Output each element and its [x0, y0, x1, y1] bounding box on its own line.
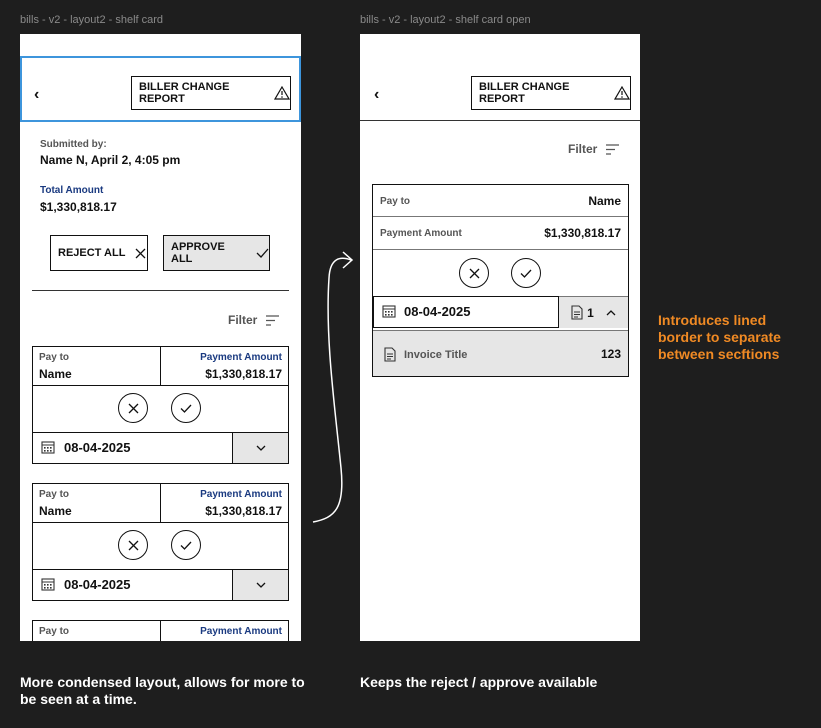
document-icon: [571, 305, 583, 320]
approve-button[interactable]: [171, 393, 201, 423]
pay-to-label: Pay to: [39, 626, 70, 637]
pay-to-value: Name: [39, 504, 72, 518]
approve-all-label: APPROVE ALL: [171, 241, 225, 265]
flow-arrow: [305, 248, 365, 528]
card-divider: [160, 484, 161, 522]
warning-icon: [274, 86, 290, 100]
calendar-icon: [41, 440, 55, 454]
card-divider: [373, 249, 628, 250]
payment-amount-label: Payment Amount: [200, 489, 282, 500]
approve-button[interactable]: [171, 530, 201, 560]
biller-change-report-button[interactable]: [471, 76, 631, 110]
document-icon: [384, 347, 396, 362]
approve-button[interactable]: [511, 258, 541, 288]
payment-card-open[interactable]: [372, 184, 629, 377]
close-icon: [128, 540, 139, 551]
payment-card[interactable]: [32, 346, 289, 464]
pay-to-label: Pay to: [39, 489, 70, 500]
filter-icon[interactable]: [605, 144, 620, 155]
pay-to-label: Pay to: [380, 196, 411, 207]
caption-left: More condensed layout, allows for more to be seen at a time.: [20, 674, 305, 707]
reject-button[interactable]: [459, 258, 489, 288]
payment-amount-value: $1,330,818.17: [205, 504, 282, 518]
close-icon: [135, 248, 146, 259]
header-divider: [360, 120, 640, 121]
invoice-title: Invoice Title: [404, 349, 468, 361]
documents-toggle[interactable]: [559, 297, 628, 328]
card-divider: [160, 621, 161, 641]
submitted-by-value: Name N, April 2, 4:05 pm: [40, 153, 181, 167]
payment-card[interactable]: [32, 483, 289, 601]
annotation-lined-border: Introduces lined border to separate between secftions: [658, 312, 781, 362]
biller-change-report-button[interactable]: [131, 76, 291, 110]
filter-icon[interactable]: [265, 315, 280, 326]
total-amount-label: Total Amount: [40, 185, 104, 196]
report-button-label: BILLER CHANGE REPORT: [139, 81, 230, 105]
expand-toggle[interactable]: [232, 570, 288, 600]
pay-to-value: Name: [588, 194, 621, 208]
calendar-icon: [41, 577, 55, 591]
total-amount-value: $1,330,818.17: [40, 200, 117, 214]
date-value: 08-04-2025: [64, 440, 131, 455]
card-divider: [33, 522, 288, 523]
check-icon: [256, 248, 269, 258]
check-icon: [520, 269, 532, 278]
close-icon: [469, 268, 480, 279]
submitted-by-label: Submitted by:: [40, 139, 107, 150]
close-icon: [128, 403, 139, 414]
pay-to-label: Pay to: [39, 352, 70, 363]
report-button-label: BILLER CHANGE REPORT: [479, 81, 570, 105]
payment-amount-label: Payment Amount: [200, 626, 282, 637]
payment-amount-value: $1,330,818.17: [544, 226, 621, 240]
payment-amount-value: $1,330,818.17: [205, 367, 282, 381]
card-divider: [33, 385, 288, 386]
reject-all-button[interactable]: [50, 235, 148, 271]
chevron-down-icon: [256, 445, 266, 451]
payment-amount-label: Payment Amount: [200, 352, 282, 363]
left-frame: [20, 34, 301, 641]
pay-to-value: Name: [39, 367, 72, 381]
date-value: 08-04-2025: [64, 577, 131, 592]
caption-right: Keeps the reject / approve available: [360, 674, 598, 690]
card-divider: [160, 347, 161, 385]
divider: [32, 290, 289, 291]
back-button[interactable]: ‹: [374, 86, 380, 103]
expand-toggle[interactable]: [232, 433, 288, 463]
approve-all-button[interactable]: [163, 235, 270, 271]
payment-card[interactable]: [32, 620, 289, 641]
frame-label-left: bills - v2 - layout2 - shelf card: [20, 14, 164, 26]
card-divider: [373, 216, 628, 217]
warning-icon: [614, 86, 630, 100]
calendar-icon: [382, 304, 396, 318]
check-icon: [180, 541, 192, 550]
filter-label[interactable]: Filter: [568, 142, 598, 156]
reject-all-label: REJECT ALL: [58, 247, 126, 259]
chevron-up-icon: [606, 310, 616, 316]
back-button[interactable]: ‹: [34, 86, 40, 103]
chevron-down-icon: [256, 582, 266, 588]
filter-label[interactable]: Filter: [228, 313, 258, 327]
date-value: 08-04-2025: [404, 304, 471, 319]
payment-amount-label: Payment Amount: [380, 228, 462, 239]
reject-button[interactable]: [118, 393, 148, 423]
document-count: 1: [587, 305, 594, 320]
reject-button[interactable]: [118, 530, 148, 560]
right-frame: [360, 34, 640, 641]
check-icon: [180, 404, 192, 413]
invoice-value: 123: [600, 347, 621, 361]
frame-label-right: bills - v2 - layout2 - shelf card open: [360, 14, 531, 26]
